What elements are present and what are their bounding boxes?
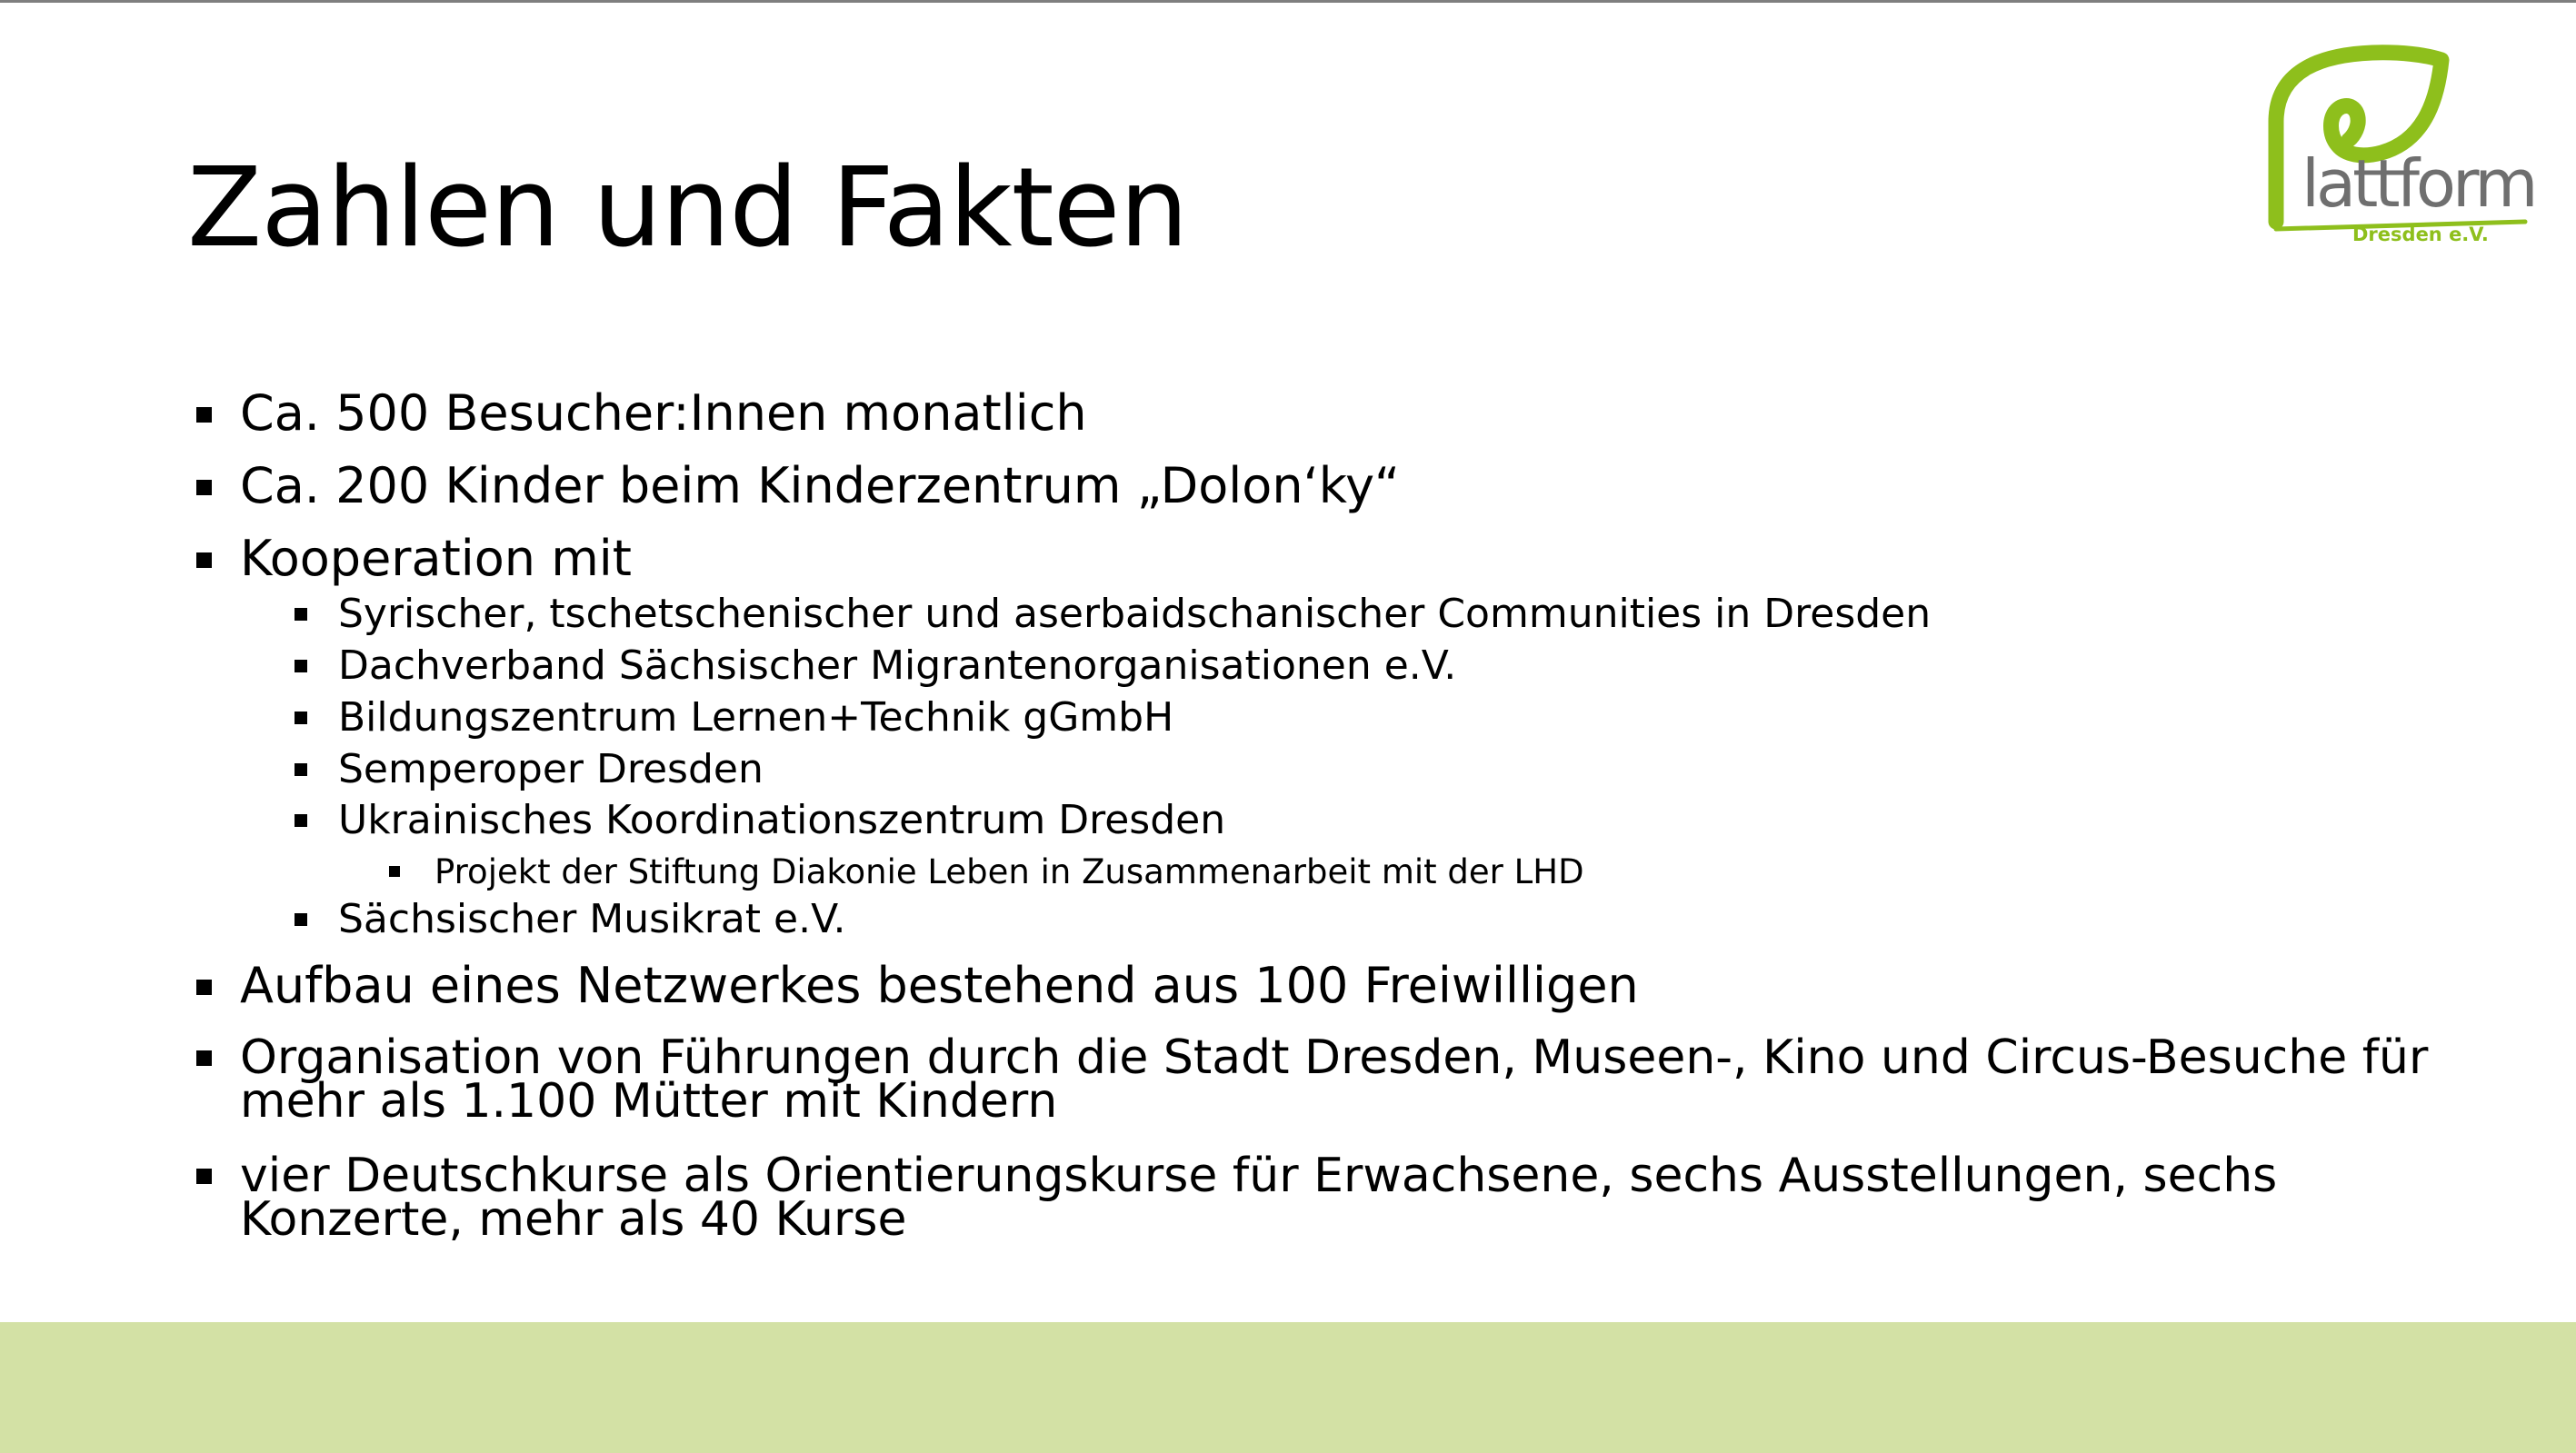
square-bullet-icon: [196, 980, 212, 995]
logo-wordmark: lattform: [2301, 145, 2535, 222]
top-rule: [0, 0, 2576, 3]
square-bullet-icon: [295, 913, 307, 926]
square-bullet-icon: [295, 660, 307, 672]
square-bullet-icon: [196, 480, 212, 495]
slide-title: Zahlen und Fakten: [187, 145, 1188, 272]
square-bullet-icon: [196, 1050, 212, 1066]
footer-band: [0, 1322, 2576, 1453]
square-bullet-icon: [295, 814, 307, 827]
square-bullet-icon: [295, 712, 307, 724]
square-bullet-icon: [196, 552, 212, 568]
square-bullet-icon: [196, 1169, 212, 1184]
square-bullet-icon: [389, 866, 400, 877]
square-bullet-icon: [295, 608, 307, 621]
logo-subtitle: Dresden e.V.: [2352, 224, 2489, 245]
square-bullet-icon: [196, 407, 212, 423]
square-bullet-icon: [295, 763, 307, 776]
plattform-logo: [2263, 40, 2545, 258]
